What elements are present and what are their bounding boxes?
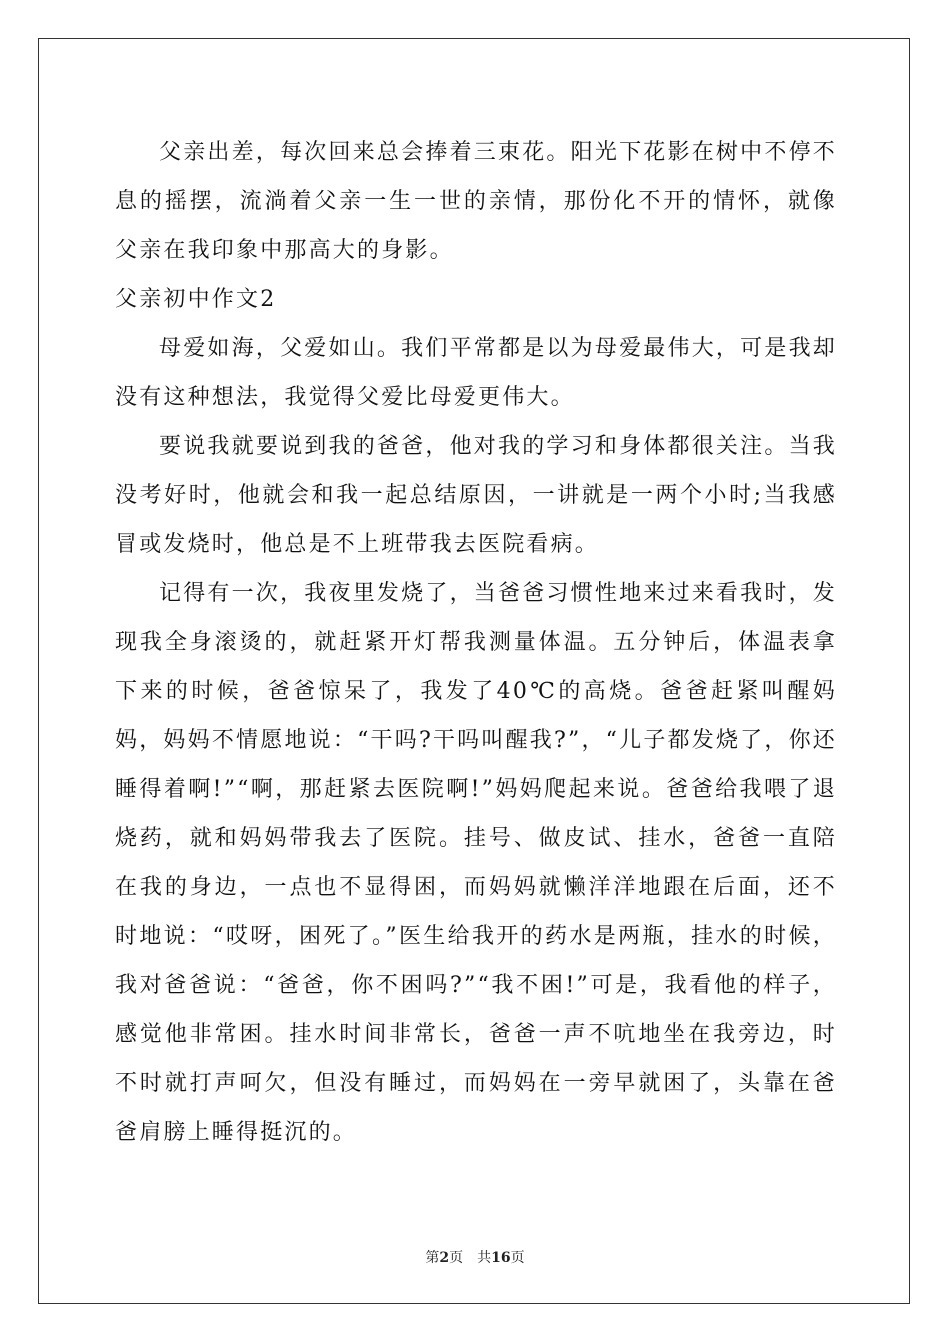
- paragraph: 父亲出差，每次回来总会捧着三束花。阳光下花影在树中不停不息的摇摆，流淌着父亲一生一世的亲情，那份化不开的情怀，就像父亲在我印象中那高大的身影。: [115, 140, 837, 263]
- page-footer: [0, 1248, 950, 1268]
- paragraph: 母爱如海，父爱如山。我们平常都是以为母爱最伟大，可是我却没有这种想法，我觉得父爱比母爱更伟大。: [115, 336, 837, 410]
- paragraph: 要说我就要说到我的爸爸，他对我的学习和身体都很关注。当我没考好时，他就会和我一起总结原因，一讲就是一两个小时;当我感冒或发烧时，他总是不上班带我去医院看病。: [115, 434, 837, 557]
- page-number: 2: [439, 1250, 450, 1266]
- paragraph: 记得有一次，我夜里发烧了，当爸爸习惯性地来过来看我时，发现我全身滚烫的，就赶紧开灯帮我测量体温。五分钟后，体温表拿下来的时候，爸爸惊呆了，我发了40℃的高烧。爸爸赶紧叫醒妈妈，妈妈不情愿地说：“干吗?干吗叫醒我?”，“儿子都发烧了，你还睡得着啊!”“啊，那赶紧去医院啊!”妈妈爬起来说。爸爸给我喂了退烧药，就和妈妈带我去了医院。挂号、做皮试、挂水，爸爸一直陪在我的身边，一点也不显得困，而妈妈就懒洋洋地跟在后面，还不时地说：“哎呀，困死了。”医生给我开的药水是两瓶，挂水的时候，我对爸爸说：“爸爸，你不困吗?”“我不困!”可是，我看他的样子，感觉他非常困。挂水时间非常长，爸爸一声不吭地坐在我旁边，时不时就打声呵欠，但没有睡过，而妈妈在一旁早就困了，头靠在爸爸肩膀上睡得挺沉的。: [115, 581, 837, 1145]
- total-suffix: 页: [510, 1250, 525, 1266]
- total-pages: 16: [491, 1250, 511, 1266]
- document-body: [115, 128, 837, 1157]
- section-heading: 父亲初中作文2: [115, 287, 277, 312]
- page-suffix: 页: [449, 1250, 464, 1266]
- page-prefix: 第: [425, 1250, 440, 1266]
- total-prefix: 共: [477, 1250, 492, 1266]
